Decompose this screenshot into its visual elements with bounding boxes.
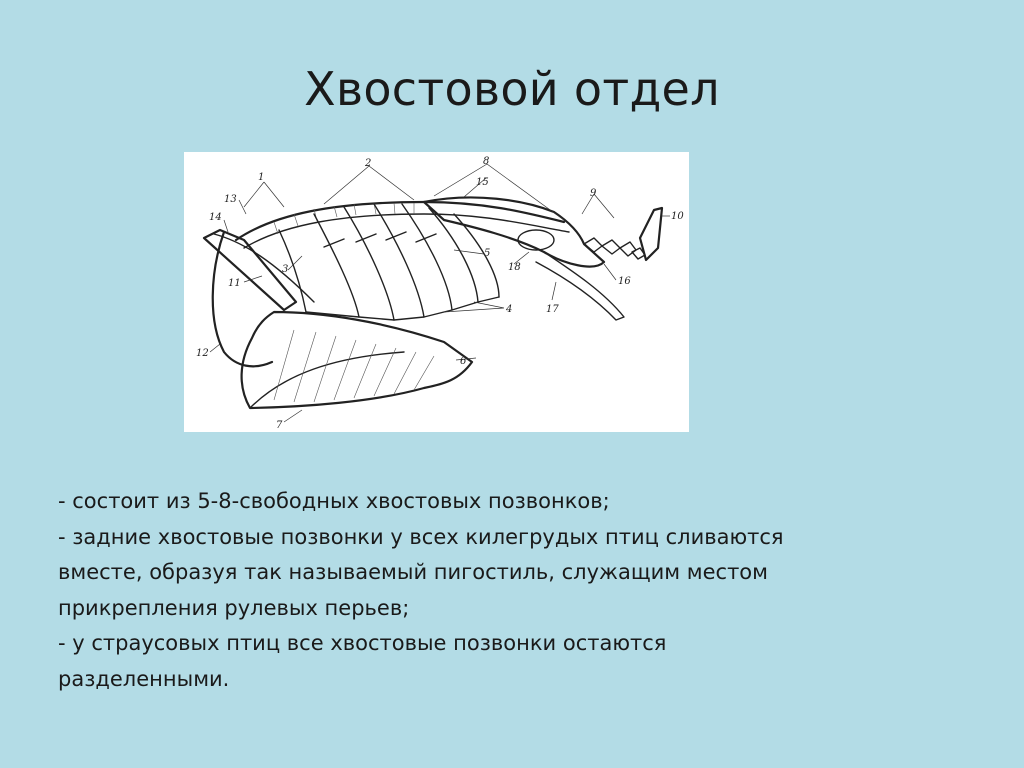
ribs [279,204,499,320]
figure-labels [196,156,684,431]
figure-label-10: 10 [671,211,684,222]
figure-label-2: 2 [365,158,372,169]
acetabulum [518,230,554,250]
figure-label-3: 3 [282,264,289,275]
figure-label-11: 11 [228,278,241,289]
body-line: прикрепления рулевых перьев; [58,595,410,620]
keel [250,352,404,408]
tail-vertebrae [584,238,645,259]
figure-label-15: 15 [476,177,489,188]
body-line: - задние хвостовые позвонки у всех килегрудых птиц сливаются [58,524,784,549]
body-line: - у страусовых птиц все хвостовые позвонки остаются [58,631,667,655]
body-line: - состоит из 5-8-свободных хвостовых позвонков; [58,489,610,513]
figure-label-9: 9 [590,188,597,199]
figure-label-18: 18 [508,262,521,273]
figure-label-14: 14 [209,212,222,223]
figure-label-12: 12 [196,348,209,359]
body-line: вместе, образуя так называемый пигостиль, служащим местом [58,560,769,584]
figure-label-13: 13 [224,194,237,205]
pelvis [424,197,604,266]
figure-label-6: 6 [460,356,467,367]
figure-label-17: 17 [546,304,559,315]
sternum [242,312,472,408]
figure-label-1: 1 [258,172,265,183]
figure-label-5: 5 [484,248,491,259]
figure-label-4: 4 [506,304,513,315]
figure-label-8: 8 [483,156,490,167]
furcula [213,232,272,366]
pygostyle [640,208,662,260]
slide-title: Хвостовой отдел [304,62,720,116]
uncinate-processes [324,232,436,247]
body-line: разделенными. [58,666,230,691]
bird-skeleton-figure [184,152,689,432]
figure-label-7: 7 [276,420,283,431]
slide-body-text [58,484,958,697]
skeleton-diagram [184,152,689,432]
figure-label-16: 16 [618,276,631,287]
